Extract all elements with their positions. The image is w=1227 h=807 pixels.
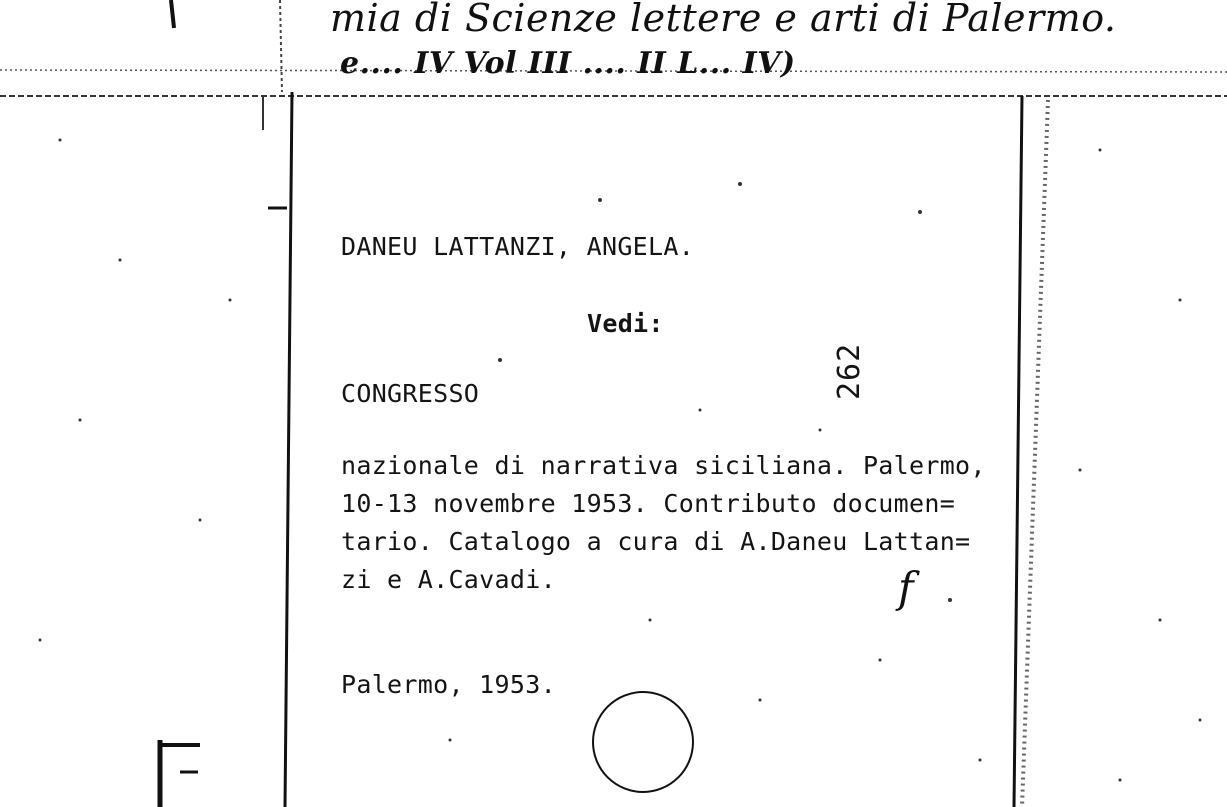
left-tick — [171, 0, 174, 28]
entry-heading: CONGRESSO — [341, 379, 480, 408]
handwritten-header-line-1: mia di Scienze lettere e arti di Palermo. — [330, 0, 1117, 40]
imprint-place-date: Palermo, 1953. — [341, 670, 556, 699]
author-heading: DANEU LATTANZI, ANGELA. — [341, 232, 695, 261]
handwritten-header-line-2: e.... IV Vol III .... II L... IV) — [340, 46, 796, 81]
description-line: nazionale di narrativa siciliana. Palermo, — [341, 451, 986, 480]
stamp-circle — [593, 692, 693, 792]
right-border — [1014, 96, 1022, 807]
description-line: tario. Catalogo a cura di A.Daneu Lattan= — [341, 527, 971, 556]
right-edge-dotted — [1022, 100, 1048, 807]
left-border — [285, 92, 292, 807]
handwritten-check-mark: f — [898, 563, 914, 612]
description-line: zi e A.Cavadi. — [341, 565, 556, 594]
call-number: 262 — [832, 342, 867, 400]
see-reference-label: Vedi: — [587, 309, 664, 338]
left-border-upper — [280, 0, 282, 92]
description-line: 10-13 novembre 1953. Contributo documen= — [341, 489, 956, 518]
